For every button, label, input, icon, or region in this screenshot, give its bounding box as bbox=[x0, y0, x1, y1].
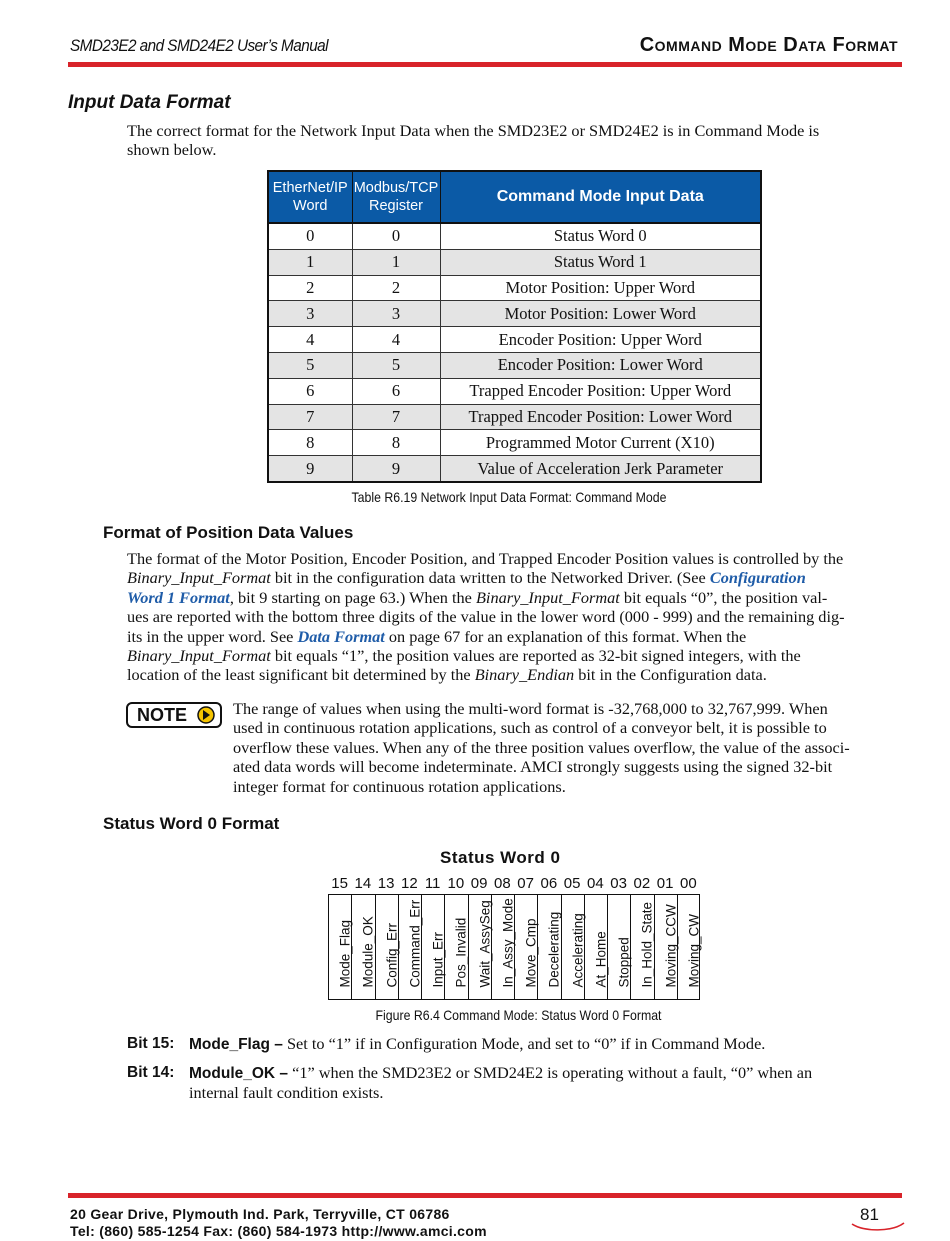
table-cell: 6 bbox=[352, 378, 440, 404]
table-cell: 2 bbox=[268, 275, 352, 301]
bit-number: 12 bbox=[401, 875, 418, 892]
position-format-paragraph: The format of the Motor Position, Encoder Position, and Trapped Encoder Position values is controlled by the Binary_Input_Format bit in the configuration data written to the Networked Driver. (See Configuration Word 1 Format, bit 9 starting on page 63.) When the Binary_Input_Format bit equals “0”, the position val- ues are reported with the bottom three digits of the value in the lower word (000 - 999) and the remaining dig- its in the upper word. See Data Format on page 67 for an explanation of this format. When the Binary_Input_Format bit equals “1”, the position values are reported as 32-bit signed integers, with the location of the least significant bit determined by the Binary_Endian bit in the Configuration data. bbox=[127, 549, 845, 685]
bit-number: 11 bbox=[424, 875, 441, 892]
table-cell: Trapped Encoder Position: Lower Word bbox=[440, 404, 761, 430]
position-format-title: Format of Position Data Values bbox=[103, 523, 354, 542]
bit-cell bbox=[492, 895, 515, 999]
table-row bbox=[268, 404, 761, 430]
table-cell: 9 bbox=[268, 456, 352, 482]
table-cell: 9 bbox=[352, 456, 440, 482]
table-cell: 7 bbox=[268, 404, 352, 430]
bit-name: Wait_AssySeg bbox=[477, 900, 493, 988]
bit-name: Command_Err bbox=[407, 899, 423, 988]
bit-cell bbox=[515, 895, 538, 999]
bit-cell bbox=[608, 895, 631, 999]
status-word-figure-title: Status Word 0 bbox=[440, 848, 561, 867]
table-cell: 5 bbox=[352, 352, 440, 378]
table-caption: Table R6.19 Network Input Data Format: Command Mode bbox=[351, 489, 667, 505]
bit-cell bbox=[329, 895, 352, 999]
bit-number: 00 bbox=[680, 875, 697, 892]
table-cell: Status Word 1 bbox=[440, 249, 761, 275]
header-rule bbox=[68, 62, 902, 67]
bit-15-label: Bit 15: bbox=[127, 1035, 175, 1052]
note-paragraph: The range of values when using the multi-word format is -32,768,000 to 32,767,999. When used in continuous rotation applications, such as control of a conveyor belt, it is possible to overflow these values. When any of the three position values overflow, the value of the associ- ated data words will become indeterminate. AMCI strongly suggests using the signed 32-bit integer format for continuous rotation applications. bbox=[233, 699, 850, 796]
table-cell: 1 bbox=[268, 249, 352, 275]
table-cell: 4 bbox=[352, 327, 440, 353]
bit-name: Mode_Flag bbox=[337, 919, 353, 988]
input-data-table bbox=[267, 170, 762, 483]
table-row bbox=[268, 378, 761, 404]
table-cell: Encoder Position: Upper Word bbox=[440, 327, 761, 353]
note-arrow-icon bbox=[197, 706, 215, 724]
bit-number: 05 bbox=[563, 875, 581, 892]
table-cell: 0 bbox=[352, 223, 440, 249]
table-row bbox=[268, 430, 761, 456]
bit-number: 14 bbox=[354, 875, 372, 892]
bit-name: Pos_Invalid bbox=[453, 917, 469, 988]
status-word-bit-field bbox=[328, 894, 700, 1000]
bit-15-name: Mode_Flag – bbox=[189, 1036, 283, 1053]
table-cell: 6 bbox=[268, 378, 352, 404]
note-badge bbox=[126, 702, 222, 728]
table-cell: 8 bbox=[268, 430, 352, 456]
bit-name: Input_Err bbox=[430, 931, 446, 988]
table-cell: 5 bbox=[268, 352, 352, 378]
bit-cell bbox=[655, 895, 678, 999]
configuration-word-1-format-link-cont[interactable]: Word 1 Format bbox=[127, 587, 230, 607]
table-row bbox=[268, 352, 761, 378]
chapter-title: Command Mode Data Format bbox=[639, 34, 898, 56]
table-cell: 0 bbox=[268, 223, 352, 249]
bit-cell bbox=[538, 895, 561, 999]
table-header-modbus-tcp-register: Modbus/TCP Register bbox=[352, 171, 440, 223]
table-row bbox=[268, 249, 761, 275]
page-number: 81 bbox=[860, 1205, 879, 1224]
table-cell: 3 bbox=[268, 301, 352, 327]
table-cell: 1 bbox=[352, 249, 440, 275]
bit-number: 15 bbox=[331, 875, 348, 892]
bit-cell bbox=[678, 895, 701, 999]
table-cell: Motor Position: Upper Word bbox=[440, 275, 761, 301]
bit-name: Config_Err bbox=[384, 922, 400, 988]
bit-cell bbox=[376, 895, 399, 999]
bit-name: In_Assy_Mode bbox=[500, 898, 516, 988]
table-cell: Motor Position: Lower Word bbox=[440, 301, 761, 327]
bit-cell bbox=[469, 895, 492, 999]
table-cell: Trapped Encoder Position: Upper Word bbox=[440, 378, 761, 404]
table-cell: Status Word 0 bbox=[440, 223, 761, 249]
table-cell: Encoder Position: Lower Word bbox=[440, 352, 761, 378]
configuration-word-1-format-link[interactable]: Configuration bbox=[709, 568, 806, 588]
page-number-swoosh-icon bbox=[850, 1220, 906, 1232]
bit-number: 01 bbox=[656, 875, 674, 892]
footer-contact: Tel: (860) 585-1254 Fax: (860) 584-1973 http://www.amci.com bbox=[70, 1223, 487, 1239]
note-label: NOTE bbox=[137, 705, 188, 725]
bit-number: 10 bbox=[447, 875, 465, 892]
table-cell: 3 bbox=[352, 301, 440, 327]
bit-number: 03 bbox=[610, 875, 627, 892]
bit-name: Moving_CW bbox=[686, 913, 702, 988]
bit-name: Decelerating bbox=[546, 911, 562, 988]
bit-cell bbox=[631, 895, 654, 999]
bit-name: Stopped bbox=[616, 937, 632, 988]
section-title: Input Data Format bbox=[68, 92, 231, 113]
bit-name: At_Home bbox=[593, 931, 609, 988]
table-cell: 4 bbox=[268, 327, 352, 353]
table-cell: 2 bbox=[352, 275, 440, 301]
table-cell: 8 bbox=[352, 430, 440, 456]
bit-name: Accelerating bbox=[570, 913, 586, 988]
bit-cell bbox=[352, 895, 375, 999]
bit-name: Moving_CCW bbox=[663, 904, 679, 988]
table-row bbox=[268, 275, 761, 301]
footer-rule bbox=[68, 1193, 902, 1198]
table-header-ethernet-ip-word: EtherNet/IP Word bbox=[268, 171, 352, 223]
bit-number: 04 bbox=[587, 875, 604, 892]
intro-paragraph: The correct format for the Network Input Data when the SMD23E2 or SMD24E2 is in Command Mode is shown below. bbox=[127, 121, 820, 160]
status-word-section-title: Status Word 0 Format bbox=[103, 814, 280, 833]
bit-cell bbox=[399, 895, 422, 999]
table-row bbox=[268, 456, 761, 482]
table-row bbox=[268, 301, 761, 327]
bit-cell bbox=[585, 895, 608, 999]
bit-number: 13 bbox=[377, 875, 395, 892]
table-row bbox=[268, 327, 761, 353]
bit-cell bbox=[422, 895, 445, 999]
bit-14-name: Module_OK – bbox=[189, 1065, 289, 1082]
data-format-link[interactable]: Data Format bbox=[297, 626, 385, 646]
bit-14-label: Bit 14: bbox=[127, 1064, 175, 1081]
bit-number: 02 bbox=[633, 875, 651, 892]
table-cell: Value of Acceleration Jerk Parameter bbox=[440, 456, 761, 482]
table-cell: Programmed Motor Current (X10) bbox=[440, 430, 761, 456]
bit-name: Move_Cmp bbox=[523, 918, 539, 988]
manual-title: SMD23E2 and SMD24E2 User’s Manual bbox=[70, 36, 329, 55]
bit-number: 09 bbox=[470, 875, 488, 892]
bit-number: 07 bbox=[517, 875, 534, 892]
table-row bbox=[268, 223, 761, 249]
bit-cell bbox=[445, 895, 468, 999]
table-header-command-mode-input-data: Command Mode Input Data bbox=[440, 171, 761, 223]
figure-caption: Figure R6.4 Command Mode: Status Word 0 Format bbox=[375, 1007, 662, 1023]
bit-number: 06 bbox=[540, 875, 558, 892]
bit-cell bbox=[562, 895, 585, 999]
footer-address: 20 Gear Drive, Plymouth Ind. Park, Terryville, CT 06786 bbox=[70, 1206, 450, 1222]
table-cell: 7 bbox=[352, 404, 440, 430]
bit-number: 08 bbox=[494, 875, 511, 892]
bit-number-row bbox=[328, 875, 700, 893]
bit-name: In_Hold_State bbox=[639, 901, 655, 988]
bit-name: Module_OK bbox=[360, 916, 376, 988]
